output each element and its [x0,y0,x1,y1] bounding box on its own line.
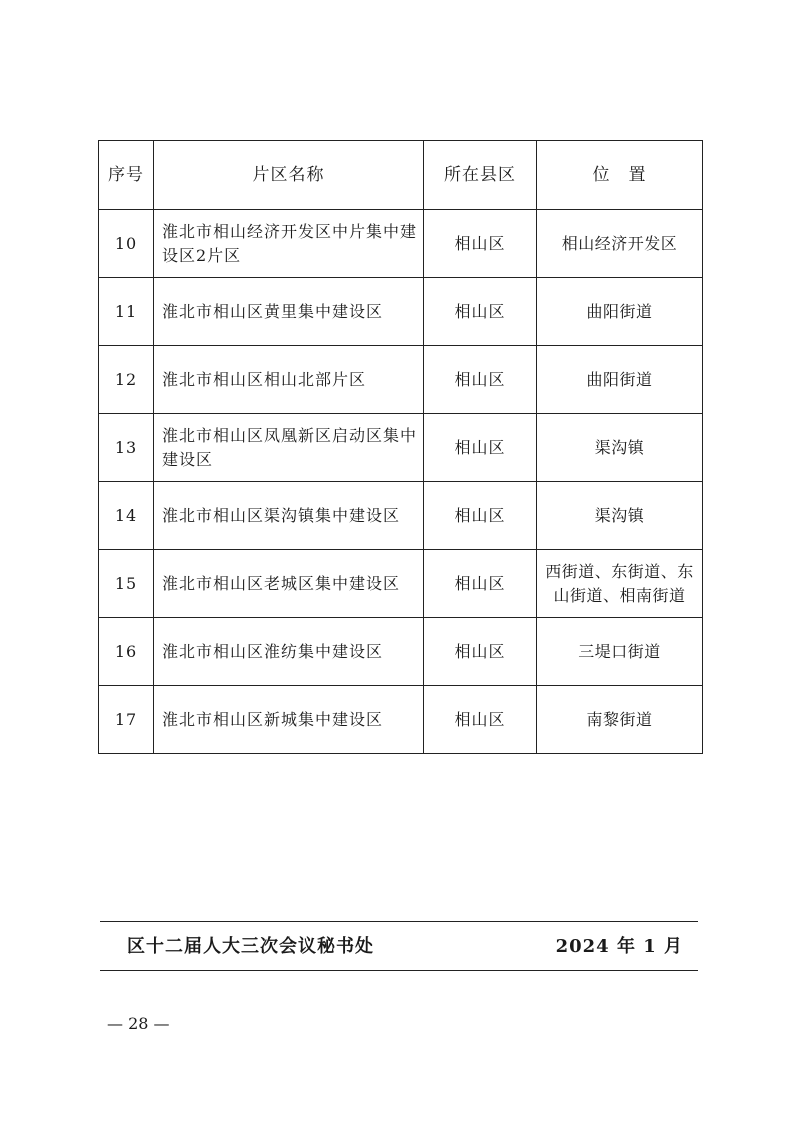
header-index: 序号 [99,141,154,210]
row-location: 西街道、东街道、东山街道、相南街道 [537,550,703,618]
row-index: 14 [99,482,154,550]
row-county: 相山区 [424,618,537,686]
row-name: 淮北市相山区黄里集中建设区 [154,278,424,346]
row-name: 淮北市相山区新城集中建设区 [154,686,424,754]
row-county: 相山区 [424,414,537,482]
row-location: 三堤口街道 [537,618,703,686]
table-row [99,686,703,754]
row-index: 16 [99,618,154,686]
table-row [99,550,703,618]
row-index: 15 [99,550,154,618]
table-row [99,278,703,346]
footer-bottom-rule [100,970,698,971]
header-name: 片区名称 [154,141,424,210]
row-name: 淮北市相山经济开发区中片集中建设区2片区 [154,210,424,278]
page-number: — 28 — [107,1014,170,1033]
footer-top-rule [100,921,698,922]
row-index: 13 [99,414,154,482]
table-row [99,210,703,278]
row-index: 10 [99,210,154,278]
row-county: 相山区 [424,346,537,414]
header-county: 所在县区 [424,141,537,210]
row-name: 淮北市相山区相山北部片区 [154,346,424,414]
header-location: 位 置 [537,141,703,210]
row-county: 相山区 [424,210,537,278]
row-name: 淮北市相山区老城区集中建设区 [154,550,424,618]
row-index: 12 [99,346,154,414]
row-location: 渠沟镇 [537,414,703,482]
row-location: 南黎街道 [537,686,703,754]
row-county: 相山区 [424,550,537,618]
row-location: 曲阳街道 [537,278,703,346]
row-name: 淮北市相山区渠沟镇集中建设区 [154,482,424,550]
row-location: 渠沟镇 [537,482,703,550]
table-row [99,346,703,414]
footer-issuer: 区十二届人大三次会议秘书处 [127,936,374,957]
row-name: 淮北市相山区淮纺集中建设区 [154,618,424,686]
row-index: 17 [99,686,154,754]
footer-date: 2024 年 1 月 [555,936,683,957]
table-row [99,414,703,482]
row-county: 相山区 [424,686,537,754]
row-county: 相山区 [424,278,537,346]
table-header-row [99,141,703,210]
row-name: 淮北市相山区凤凰新区启动区集中建设区 [154,414,424,482]
zone-table [98,140,703,754]
row-location: 曲阳街道 [537,346,703,414]
row-index: 11 [99,278,154,346]
table-row [99,482,703,550]
row-county: 相山区 [424,482,537,550]
table-row [99,618,703,686]
row-location: 相山经济开发区 [537,210,703,278]
